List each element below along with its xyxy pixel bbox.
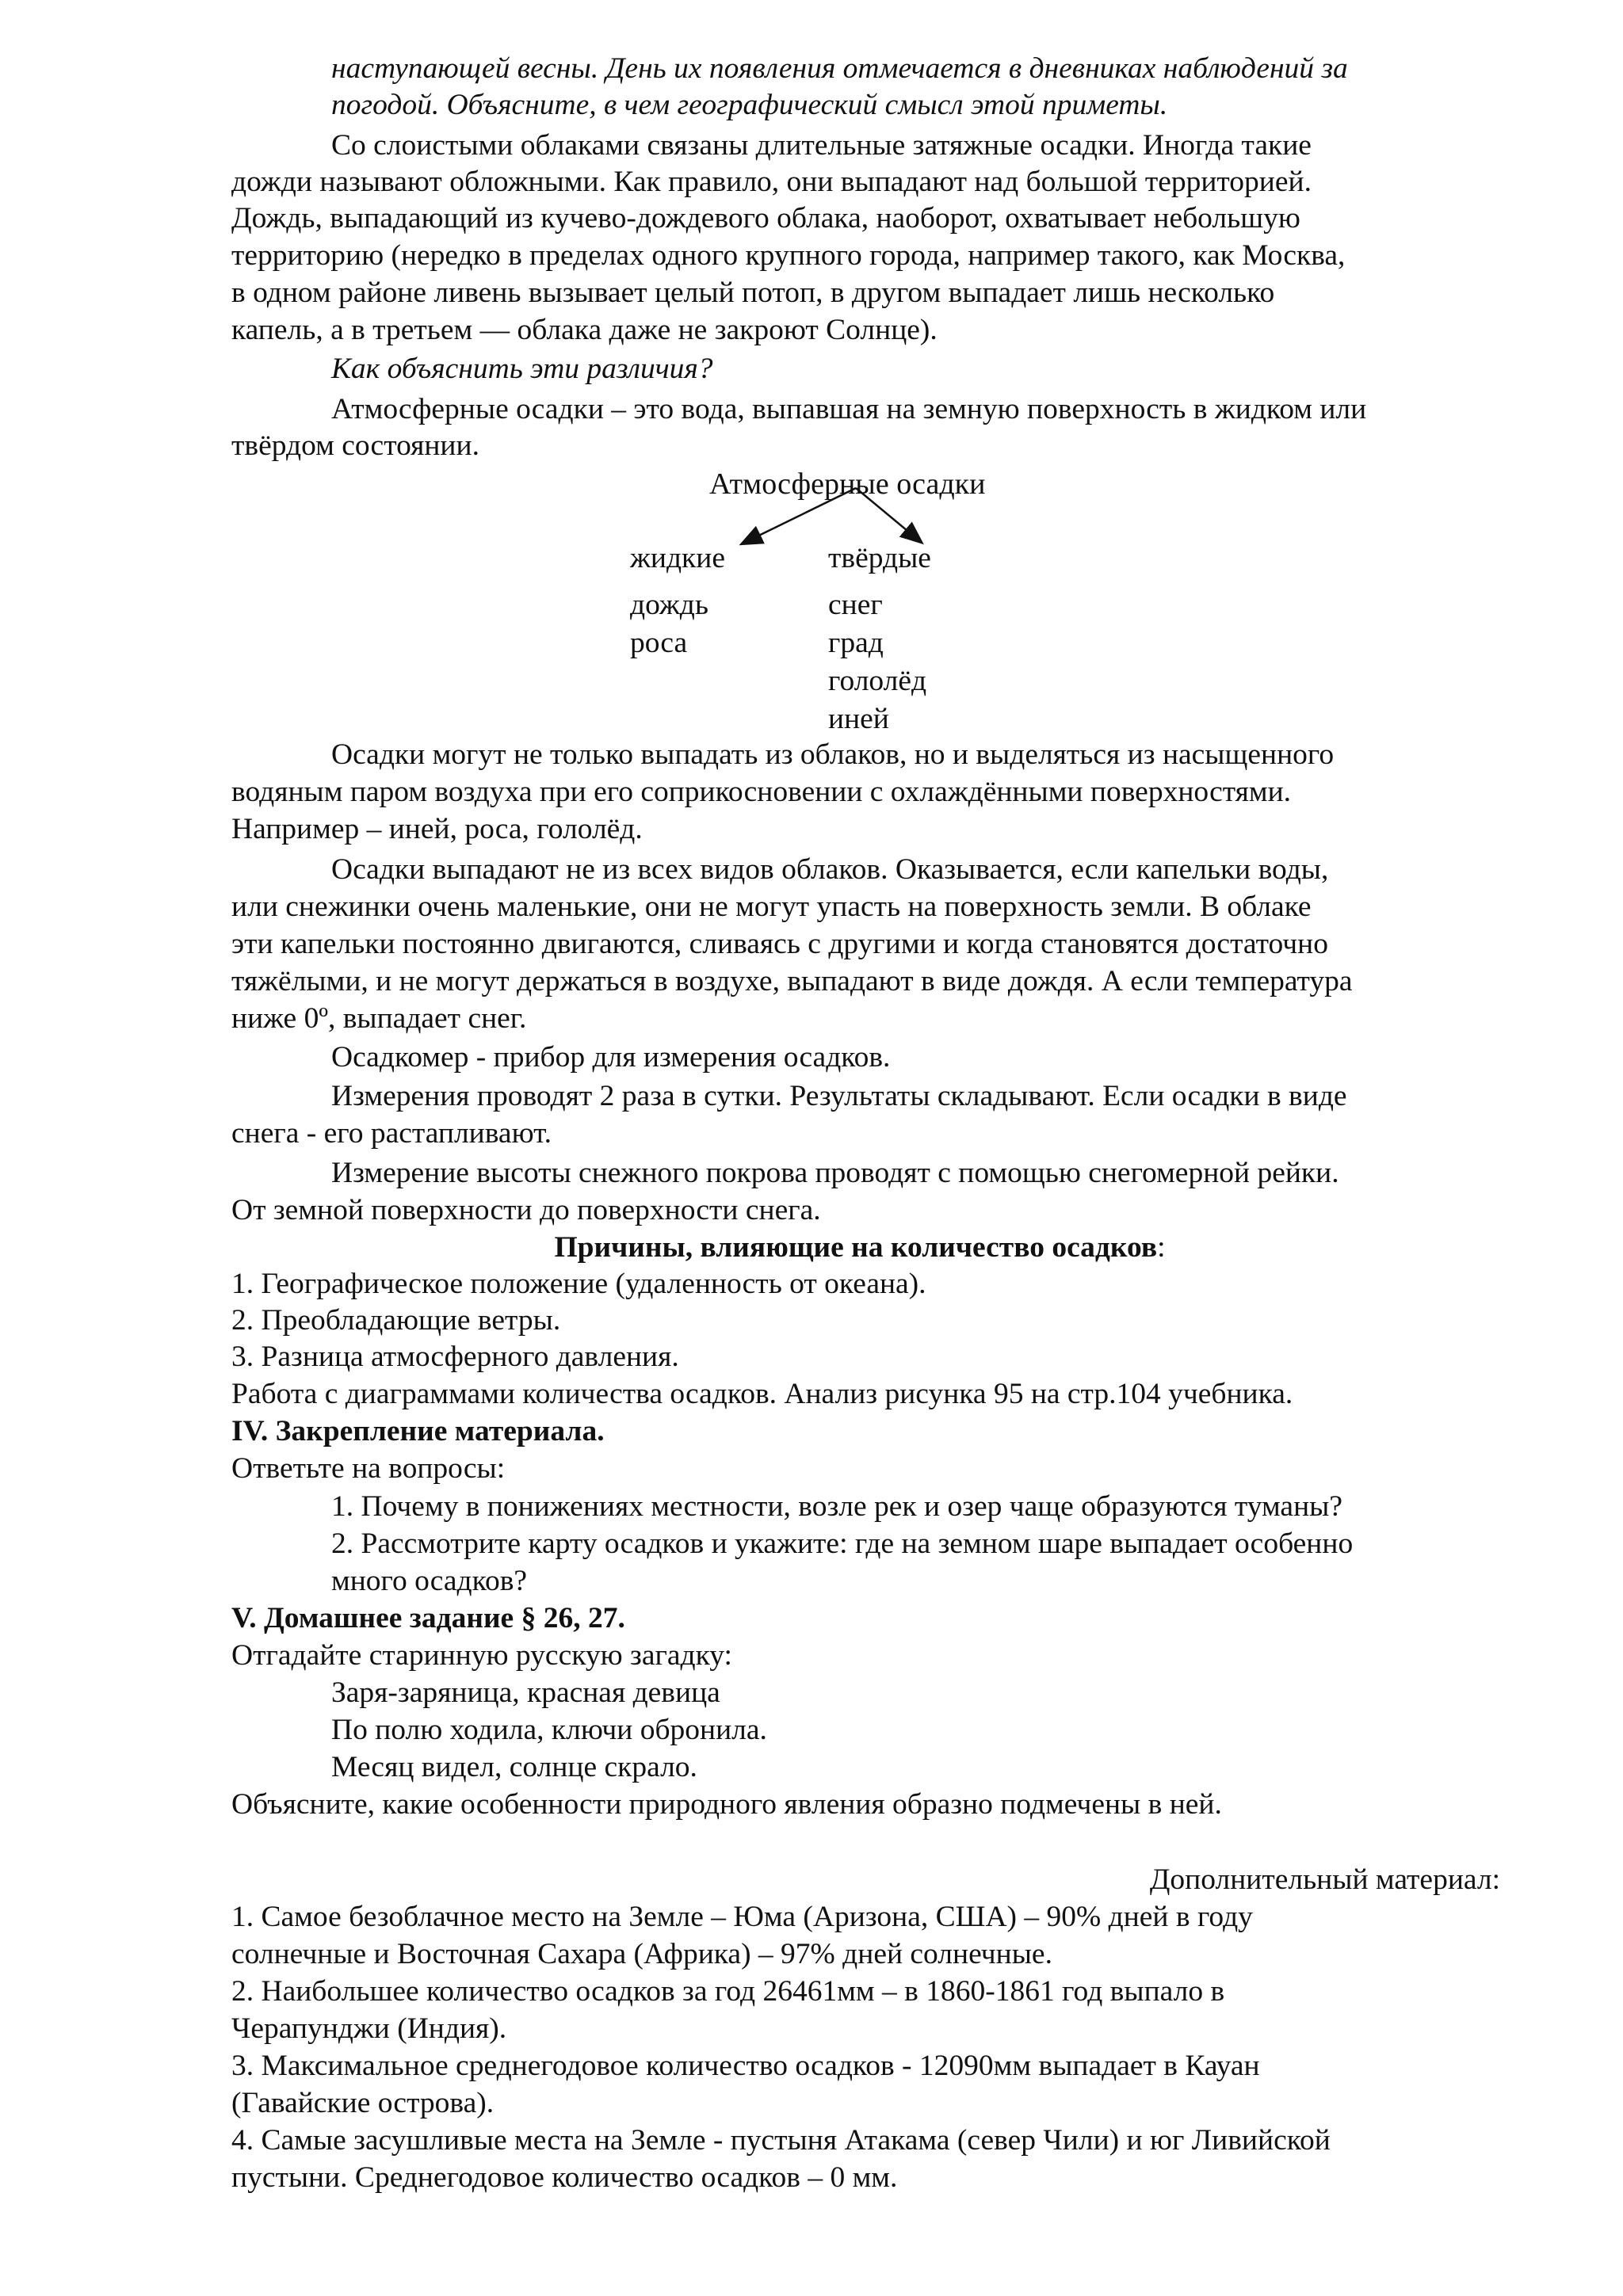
extra-heading: Дополнительный материал:	[1149, 1863, 1500, 1896]
solid-item: град	[828, 627, 884, 659]
cause-item: 3. Разница атмосферного давления.	[231, 1341, 679, 1373]
clouds-line-4: тяжёлыми, и не могут держаться в воздухе, выпадают в виде дождя. А если температура	[231, 965, 1353, 997]
liquid-item: дождь	[630, 589, 708, 621]
intro-line-1: наступающей весны. День их появления отмечается в дневниках наблюдений за	[331, 52, 1348, 85]
riddle-line: По полю ходила, ключи обронила.	[331, 1714, 767, 1746]
measure-line-2: снега - его растапливают.	[231, 1117, 552, 1150]
clouds-line-2: или снежинки очень маленькие, они не могут упасть на поверхность земли. В облаке	[231, 891, 1312, 923]
stratus-line-3: Дождь, выпадающий из кучево-дождевого облака, наоборот, охватывает небольшую	[231, 202, 1300, 235]
condense-line-3: Например – иней, роса, гололёд.	[231, 813, 643, 845]
extra-line: 4. Самые засушливые места на Земле - пустыня Атакама (север Чили) и юг Ливийской	[231, 2124, 1331, 2157]
clouds-line-1: Осадки выпадают не из всех видов облаков. Оказывается, если капельки воды,	[331, 853, 1329, 886]
riddle-line: Месяц видел, солнце скрало.	[331, 1751, 697, 1783]
arrow-to-liquid	[743, 488, 856, 543]
question-differences: Как объяснить эти различия?	[331, 353, 713, 385]
causes-heading-text: Причины, влияющие на количество осадков	[554, 1231, 1158, 1264]
solid-item: снег	[828, 589, 883, 621]
extra-line: 3. Максимальное среднегодовое количество осадков - 12090мм выпадает в Кауан	[231, 2050, 1260, 2082]
arrow-to-solid	[856, 488, 921, 542]
section-5-heading: V. Домашнее задание § 26, 27.	[231, 1602, 625, 1634]
condense-line-2: водяным паром воздуха при его соприкосновении с охлаждёнными поверхностями.	[231, 776, 1292, 808]
riddle-explain: Объясните, какие особенности природного явления образно подмечены в ней.	[231, 1788, 1222, 1821]
extra-line: 1. Самое безоблачное место на Земле – Юма (Аризона, США) – 90% дней в году	[231, 1901, 1253, 1933]
question-1: 1. Почему в понижениях местности, возле рек и озер чаще образуются туманы?	[331, 1490, 1342, 1523]
snow-line-1: Измерение высоты снежного покрова проводят с помощью снегомерной рейки.	[331, 1157, 1339, 1189]
extra-line: 2. Наибольшее количество осадков за год 26461мм – в 1860-1861 год выпало в	[231, 1975, 1225, 2008]
extra-line: солнечные и Восточная Сахара (Африка) – 97% дней солнечные.	[231, 1938, 1052, 1970]
cause-item: 2. Преобладающие ветры.	[231, 1304, 561, 1337]
section-4-heading: IV. Закрепление материала.	[231, 1415, 605, 1447]
definition-line-1: Атмосферные осадки – это вода, выпавшая на земную поверхность в жидком или	[331, 393, 1367, 425]
extra-line: (Гавайские острова).	[231, 2087, 495, 2119]
solid-item: гололёд	[828, 665, 927, 697]
causes-heading-colon: :	[1157, 1231, 1166, 1264]
stratus-line-6: капель, а в третьем — облака даже не закроют Солнце).	[231, 314, 938, 346]
stratus-line-2: дожди называют обложными. Как правило, они выпадают над большой территорией.	[231, 166, 1312, 198]
question-2-line-2: много осадков?	[331, 1565, 528, 1597]
answer-prompt: Ответьте на вопросы:	[231, 1452, 506, 1485]
solid-header: твёрдые	[828, 542, 931, 574]
diagrams-work-line: Работа с диаграммами количества осадков. Анализ рисунка 95 на стр.104 учебника.	[231, 1378, 1293, 1410]
liquid-item: роса	[630, 627, 688, 659]
stratus-line-1: Со слоистыми облаками связаны длительные затяжные осадки. Иногда такие	[331, 129, 1312, 162]
extra-line: пустыни. Среднегодовое количество осадков – 0 мм.	[231, 2161, 898, 2194]
riddle-prompt: Отгадайте старинную русскую загадку:	[231, 1639, 732, 1672]
clouds-line-3: эти капельки постоянно двигаются, сливаясь с другими и когда становятся достаточно	[231, 928, 1328, 960]
definition-line-2: твёрдом состоянии.	[231, 429, 479, 462]
intro-line-2: погодой. Объясните, в чем географический смысл этой приметы.	[331, 89, 1168, 121]
measure-line-1: Измерения проводят 2 раза в сутки. Результаты складывают. Если осадки в виде	[331, 1080, 1347, 1112]
clouds-line-5: ниже 0º, выпадает снег.	[231, 1002, 527, 1035]
liquid-header: жидкие	[630, 542, 725, 574]
extra-line: Черапунджи (Индия).	[231, 2012, 507, 2045]
diagram-title: Атмосферные осадки	[709, 467, 986, 501]
riddle-line: Заря-заряница, красная девица	[331, 1676, 720, 1709]
stratus-line-5: в одном районе ливень вызывает целый потоп, в другом выпадает лишь несколько	[231, 277, 1275, 309]
gauge-line: Осадкомер - прибор для измерения осадков.	[331, 1041, 891, 1074]
snow-line-2: От земной поверхности до поверхности снега.	[231, 1194, 821, 1226]
causes-heading	[0, 1230, 1623, 1266]
cause-item: 1. Географическое положение (удаленность от океана).	[231, 1268, 926, 1300]
question-2-line-1: 2. Рассмотрите карту осадков и укажите: где на земном шаре выпадает особенно	[331, 1527, 1354, 1560]
condense-line-1: Осадки могут не только выпадать из облаков, но и выделяться из насыщенного	[331, 738, 1335, 771]
solid-item: иней	[828, 703, 889, 735]
stratus-line-4: территорию (нередко в пределах одного крупного города, например такого, как Москва,	[231, 239, 1346, 272]
